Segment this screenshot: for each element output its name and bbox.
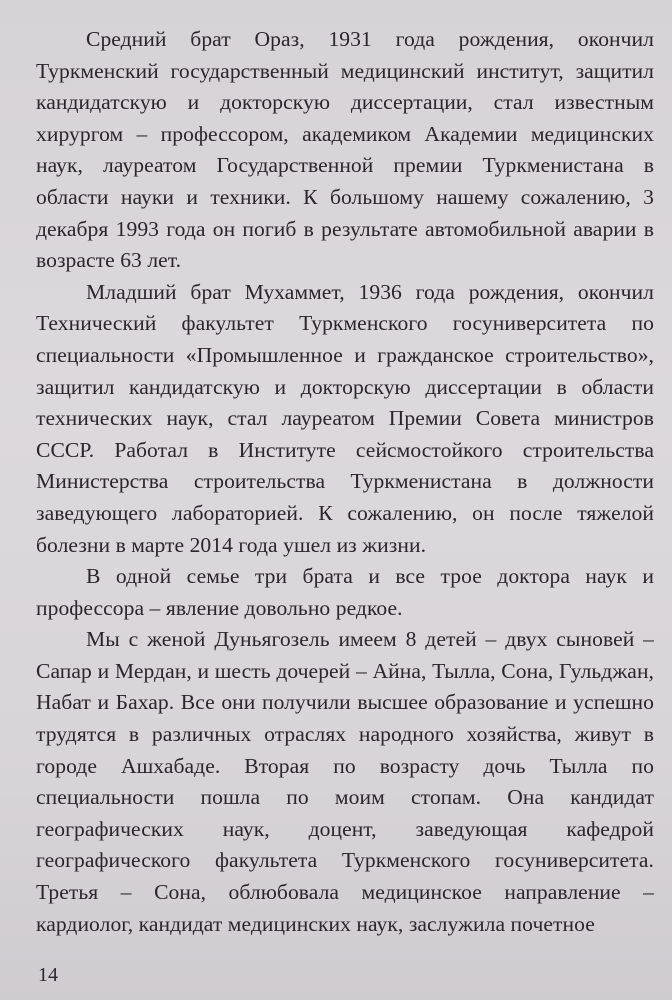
paragraph-children: Мы с женой Дуньягозель имеем 8 детей – двух сыновей – Сапар и Мердан, и шесть дочерей – Айна, Тылла, Сона, Гульджан, Набат и Бахар. Все они получили высшее образование и успешно трудятся в различных отраслях народного хозяйства, живут в городе Ашхабаде. Вторая по возрасту дочь Тылла по специальности пошла по моим стопам. Она кандидат географических наук, доцент, заведующая кафедрой географического факультета Туркменского госуниверситета. Третья – Сона, облюбовала медицинское направление – кардиолог, кандидат медицинских наук, заслужила почетное bbox=[36, 627, 654, 936]
paragraph-oraz: Средний брат Ораз, 1931 года рождения, окончил Туркменский государственный медицинский институт, защитил кандидатскую и докторскую диссертации, стал известным хирургом – профессором, академиком Академии медицинских наук, лауреатом Государственной премии Туркменистана в области науки и техники. К большому нашему сожалению, 3 декабря 1993 года он погиб в результате автомобильной аварии в возрасте 63 лет. bbox=[36, 27, 654, 273]
page-number: 14 bbox=[38, 964, 58, 986]
book-page bbox=[36, 24, 654, 974]
paragraph-three-brothers: В одной семье три брата и все трое доктора наук и профессора – явление довольно редкое. bbox=[36, 564, 654, 620]
paragraph-mukhammet: Младший брат Мухаммет, 1936 года рождения, окончил Технический факультет Туркменского госуниверситета по специальности «Промышленное и гражданское строительство», защитил кандидатскую и докторскую диссертации в области технических наук, стал лауреатом Премии Совета министров СССР. Работал в Институте сейсмостойкого строительства Министерства строительства Туркменистана в должности заведующего лабораторией. К сожалению, он после тяжелой болезни в марте 2014 года ушел из жизни. bbox=[36, 279, 654, 557]
